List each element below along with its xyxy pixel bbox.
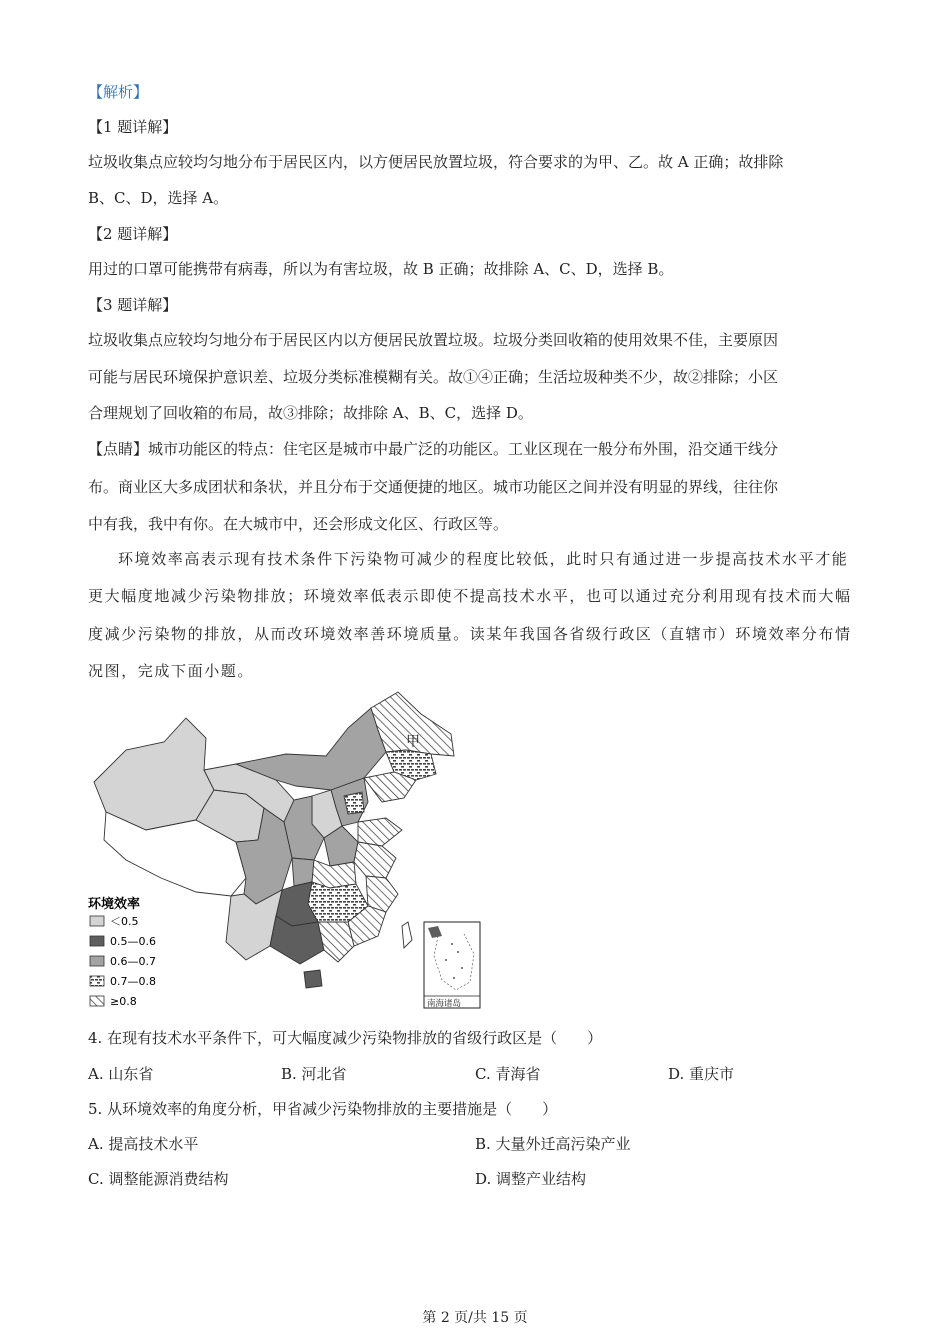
legend-swatch-ge08 [90,996,104,1006]
q5-stem: 5. 从环境效率的角度分析，甲省减少污染物排放的主要措施是（ ） [88,1100,558,1118]
legend-label: 0.7—0.8 [110,975,156,988]
q2-text-line: 用过的口罩可能携带有病毒，所以为有害垃圾，故 B 正确；故排除 A、C、D，选择 B。 [88,260,674,278]
intro-text-line: 况图，完成下面小题。 [88,662,255,680]
q4-option-b: B. 河北省 [281,1065,347,1083]
legend-swatch-06-07 [90,956,104,966]
intro-text-line: 环境效率高表示现有技术条件下污染物可减少的程度比较低，此时只有通过进一步提高技术水平才能 [118,550,849,568]
q5-option-a: A. 提高技术水平 [88,1135,199,1153]
legend-label: ≥0.8 [110,995,137,1008]
legend-label: 0.6—0.7 [110,955,156,968]
q4-option-d: D. 重庆市 [668,1065,735,1083]
q1-text-line: 垃圾收集点应较均匀地分布于居民区内，以方便居民放置垃圾，符合要求的为甲、乙。故 A 正确；故排除 [88,153,784,171]
province-jiangsu [354,842,396,878]
analysis-label: 【解析】 [88,83,149,101]
tip-text-line: 布。商业区大多成团状和条状，并且分布于交通便捷的地区。城市功能区之间并没有明显的界线，往往你 [88,478,779,496]
province-chongqing [292,858,314,886]
legend-swatch-05-06 [90,936,104,946]
q1-text-line: B、C、D，选择 A。 [88,189,229,207]
q3-text-line: 可能与居民环境保护意识差、垃圾分类标准模糊有关。故①④正确；生活垃圾种类不少，故②排除；小区 [88,368,779,386]
q4-option-c: C. 青海省 [475,1065,541,1083]
legend-label: ＜0.5 [110,915,139,928]
q5-option-b: B. 大量外迁高污染产业 [475,1135,631,1153]
q4-option-a: A. 山东省 [88,1065,154,1083]
map-legend [88,896,156,1008]
environment-efficiency-map [86,690,486,1015]
q5-option-c: C. 调整能源消费结构 [88,1170,229,1188]
legend-title: 环境效率 [88,897,141,912]
province-xinjiang [94,718,214,830]
q1-heading: 【1 题详解】 [88,118,178,136]
province-guangdong [318,922,354,962]
intro-text-line: 度减少污染物的排放，从而改环境效率善环境质量。读某年我国各省级行政区（直辖市）环境效率分布情 [88,625,852,643]
q4-stem: 4. 在现有技术水平条件下，可大幅度减少污染物排放的省级行政区是（ ） [88,1029,603,1047]
province-taiwan [402,922,412,948]
legend-swatch-lt05 [90,916,104,926]
q3-text-line: 垃圾收集点应较均匀地分布于居民区内以方便居民放置垃圾。垃圾分类回收箱的使用效果不佳，主要原因 [88,331,779,349]
province-label: 甲 [406,734,420,750]
q3-text-line: 合理规划了回收箱的布局，故③排除；故排除 A、B、C，选择 D。 [88,404,533,422]
page-number: 第 2 页/共 15 页 [422,1310,528,1326]
province-beijing-tianjin [344,792,364,814]
province-hainan [304,970,322,988]
inset-label: 南海诸岛 [427,999,462,1009]
q3-heading: 【3 题详解】 [88,296,178,314]
legend-swatch-07-08 [90,976,104,986]
tip-text-line: 中有我，我中有你。在大城市中，还会形成文化区、行政区等。 [88,515,509,533]
q2-heading: 【2 题详解】 [88,225,178,243]
tip-text-line: 【点睛】城市功能区的特点：住宅区是城市中最广泛的功能区。工业区现在一般分布外围，沿交通干线分 [88,440,779,458]
q5-option-d: D. 调整产业结构 [475,1170,587,1188]
intro-text-line: 更大幅度地减少污染物排放；环境效率低表示即使不提高技术水平，也可以通过充分利用现有技术而大幅 [88,587,852,605]
province-shandong [358,818,402,846]
legend-label: 0.5—0.6 [110,935,156,948]
south-china-sea-inset [424,922,480,1009]
